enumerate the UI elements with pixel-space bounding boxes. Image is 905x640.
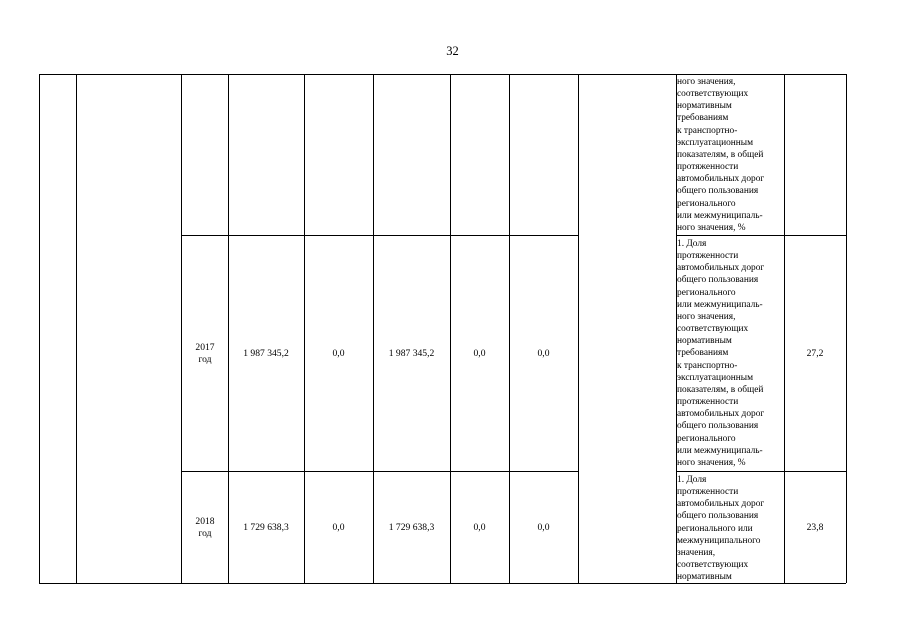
indicator-text-continued: ного значения, соответствующих нормативным требованиям к транспортно- эксплуатационным показателям, в общей протяженности автомобильных дорог общего пользования регионального или межмуниципаль- ного значения, % <box>677 77 765 233</box>
col-line-6 <box>450 74 451 583</box>
page-number: 32 <box>446 44 459 58</box>
amount-cell: 0,0 <box>537 522 550 533</box>
year-cell: 2018 год <box>195 516 215 540</box>
col-line-2 <box>181 74 182 583</box>
col-line-1 <box>76 74 77 583</box>
row-separator-2b <box>676 471 846 472</box>
total-amount-cell: 1 729 638,3 <box>243 522 289 533</box>
table-top-border <box>39 74 846 75</box>
col-line-3 <box>228 74 229 583</box>
indicator-text: 1. Доля протяженности автомобильных дорог общего пользования регионального или межмуниципаль- ного значения, соответствующих нормативным требованиям к транспортно- эксплуатационным показателям, в общей протяженности автомобильных дорог общего пользования регионального или межмуниципаль- ного значения, % <box>677 239 765 468</box>
amount-cell: 1 729 638,3 <box>388 522 435 533</box>
row-separator-1b <box>676 235 846 236</box>
col-line-4 <box>304 74 305 583</box>
indicator-text: 1. Доля протяженности автомобильных дорог общего пользования регионального или межмуниципального значения, соответствующих нормативным <box>677 475 765 582</box>
col-line-0 <box>39 74 40 583</box>
row-separator-1a <box>181 235 578 236</box>
row-separator-2a <box>181 471 578 472</box>
budget-table <box>39 74 846 583</box>
amount-cell: 0,0 <box>537 348 550 359</box>
amount-cell: 1 987 345,2 <box>388 348 435 359</box>
col-line-11 <box>846 74 847 583</box>
indicator-value-cell: 23,8 <box>806 522 824 533</box>
col-line-7 <box>509 74 510 583</box>
indicator-value-cell: 27,2 <box>806 348 824 359</box>
amount-cell: 0,0 <box>473 522 486 533</box>
amount-cell: 0,0 <box>332 522 345 533</box>
table-bottom-border <box>39 583 846 584</box>
amount-cell: 0,0 <box>332 348 345 359</box>
col-line-10 <box>784 74 785 583</box>
col-line-5 <box>373 74 374 583</box>
year-cell: 2017 год <box>195 342 215 366</box>
total-amount-cell: 1 987 345,2 <box>243 348 289 359</box>
col-line-8 <box>578 74 579 583</box>
amount-cell: 0,0 <box>473 348 486 359</box>
